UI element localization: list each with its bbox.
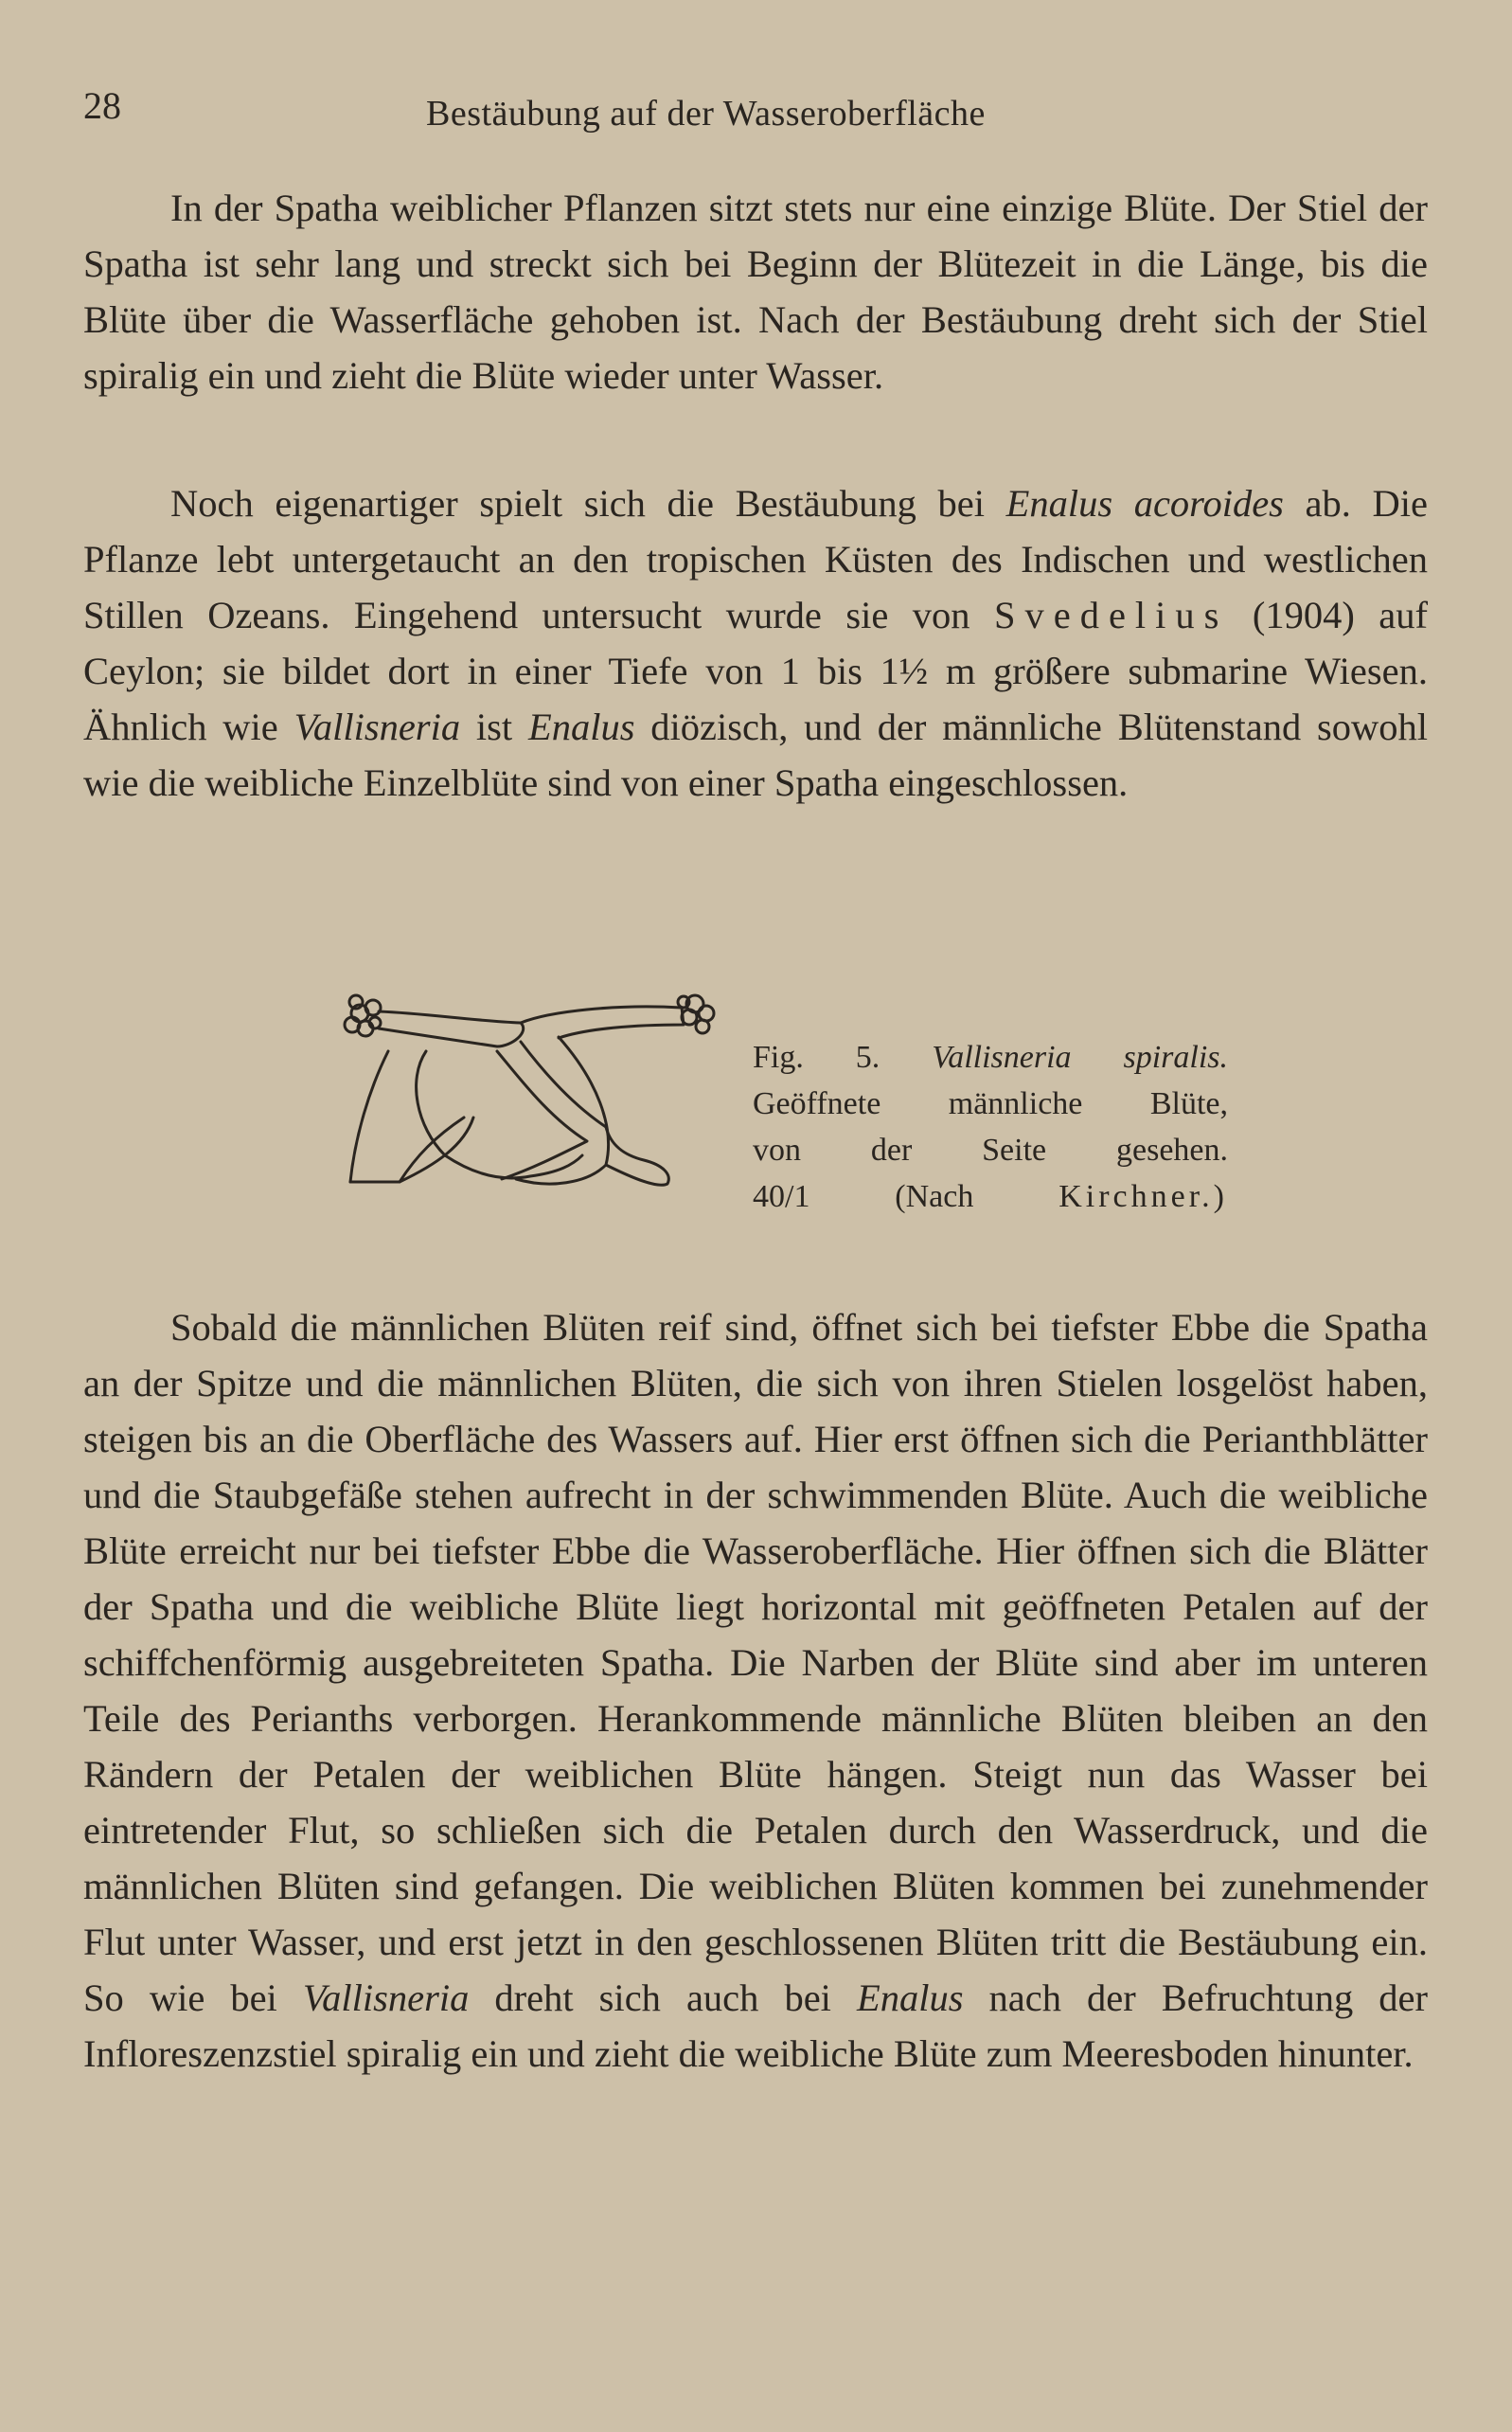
figure-credit: Kirchner.) [1058, 1179, 1228, 1214]
genus-vallisneria: Vallisneria [302, 1976, 470, 2019]
flower-illustration [331, 975, 729, 1222]
species-enalus-acoroides: Enalus acoroides [1005, 482, 1284, 525]
caption-line-3: von der Seite gesehen. [753, 1133, 1228, 1168]
paragraph-1: In der Spatha weiblicher Pflanzen sitzt stets nur eine einzige Blüte. Der Stiel der Spatha ist sehr lang und streckt sich bei Beginn der Blütezeit in die Länge, bis die Blüte über die Wasserfläche gehoben ist. Nach der Bestäubung dreht sich der Stiel spiralig ein und zieht die Blüte wieder unter Wasser. [83, 187, 1428, 397]
page-number: 28 [83, 84, 121, 127]
figure-species: Vallisneria spiralis. [932, 1040, 1228, 1075]
caption-line-2: Geöffnete männliche Blüte, [753, 1086, 1228, 1121]
figure-label: Fig. 5. [753, 1040, 881, 1075]
left-anther-cluster [345, 995, 381, 1036]
figure-caption [753, 1034, 1228, 1220]
paragraph-3-text: Sobald die männlichen Blüten reif sind, öffnet sich bei tiefster Ebbe die Spatha an der Spitze und die männlichen Blüten, die sich von ihren Stielen losgelöst haben, steigen bis an die Oberfläche des Wassers auf. Hier erst öffnen sich die Perianthblätter und die Staubgefäße stehen aufrecht in der schwimmenden Blüte. Auch die weibliche Blüte erreicht nur bei tiefster Ebbe die Wasseroberfläche. Hier öffnen sich die Blätter der Spatha und die weibliche Blüte liegt horizontal mit geöffneten Petalen auf der schiffchenförmig ausgebreiteten Spatha. Die Narben der Blüte sind aber im unteren Teile des Perianths verborgen. Herankommende männliche Blüten bleiben an den Rändern der Petalen der weiblichen Blüte hängen. Steigt nun das Wasser bei eintretender Flut, so schließen sich die Petalen durch den Wasserdruck, und die männlichen Blüten sind gefangen. Die weiblichen Blüten kommen bei zunehmender Flut unter Wasser, und erst jetzt in den geschlossenen Blüten tritt die Bestäubung ein. So wie bei [83, 1306, 1428, 2019]
paragraph-2-text: ab. Die Pflanze lebt untergetaucht an den tropischen Küsten des Indischen und westlichen Stillen Ozeans. Eingehend untersucht wurde sie von [83, 482, 1428, 636]
paragraph-2-text: diözisch, und der männliche Blütenstand sowohl wie die weibliche Einzelblüte sind von einer Spatha eingeschlossen. [83, 706, 1429, 804]
paragraph-3 [83, 1299, 1428, 2082]
paragraph-2-text: ist [460, 706, 528, 748]
running-title: Bestäubung auf der Wasseroberfläche [426, 94, 986, 134]
caption-line-4 [753, 1173, 1228, 1220]
genus-enalus: Enalus [527, 706, 635, 748]
magnification: 40/1 (Nach [753, 1179, 974, 1214]
genus-vallisneria: Vallisneria [294, 706, 461, 748]
genus-enalus: Enalus [856, 1976, 964, 2019]
author-name: Svedelius [993, 594, 1229, 636]
paragraph-3-text: nach der Befruchtung der Infloreszenzstiel spiralig ein und zieht die weibliche Blüte zum Meeresboden hinunter. [83, 1976, 1428, 2075]
paragraph-2 [83, 475, 1428, 811]
paragraph-3-text: dreht sich auch bei [469, 1976, 857, 2019]
caption-line-1 [753, 1034, 1228, 1081]
paragraph-2-text: (1904) auf Ceylon; sie bildet dort in einer Tiefe von 1 bis 1½ m größere submarine Wiesen. Ähnlich wie [83, 594, 1429, 748]
paragraph-2-text: Noch eigenartiger spielt sich die Bestäubung bei [170, 482, 1006, 525]
